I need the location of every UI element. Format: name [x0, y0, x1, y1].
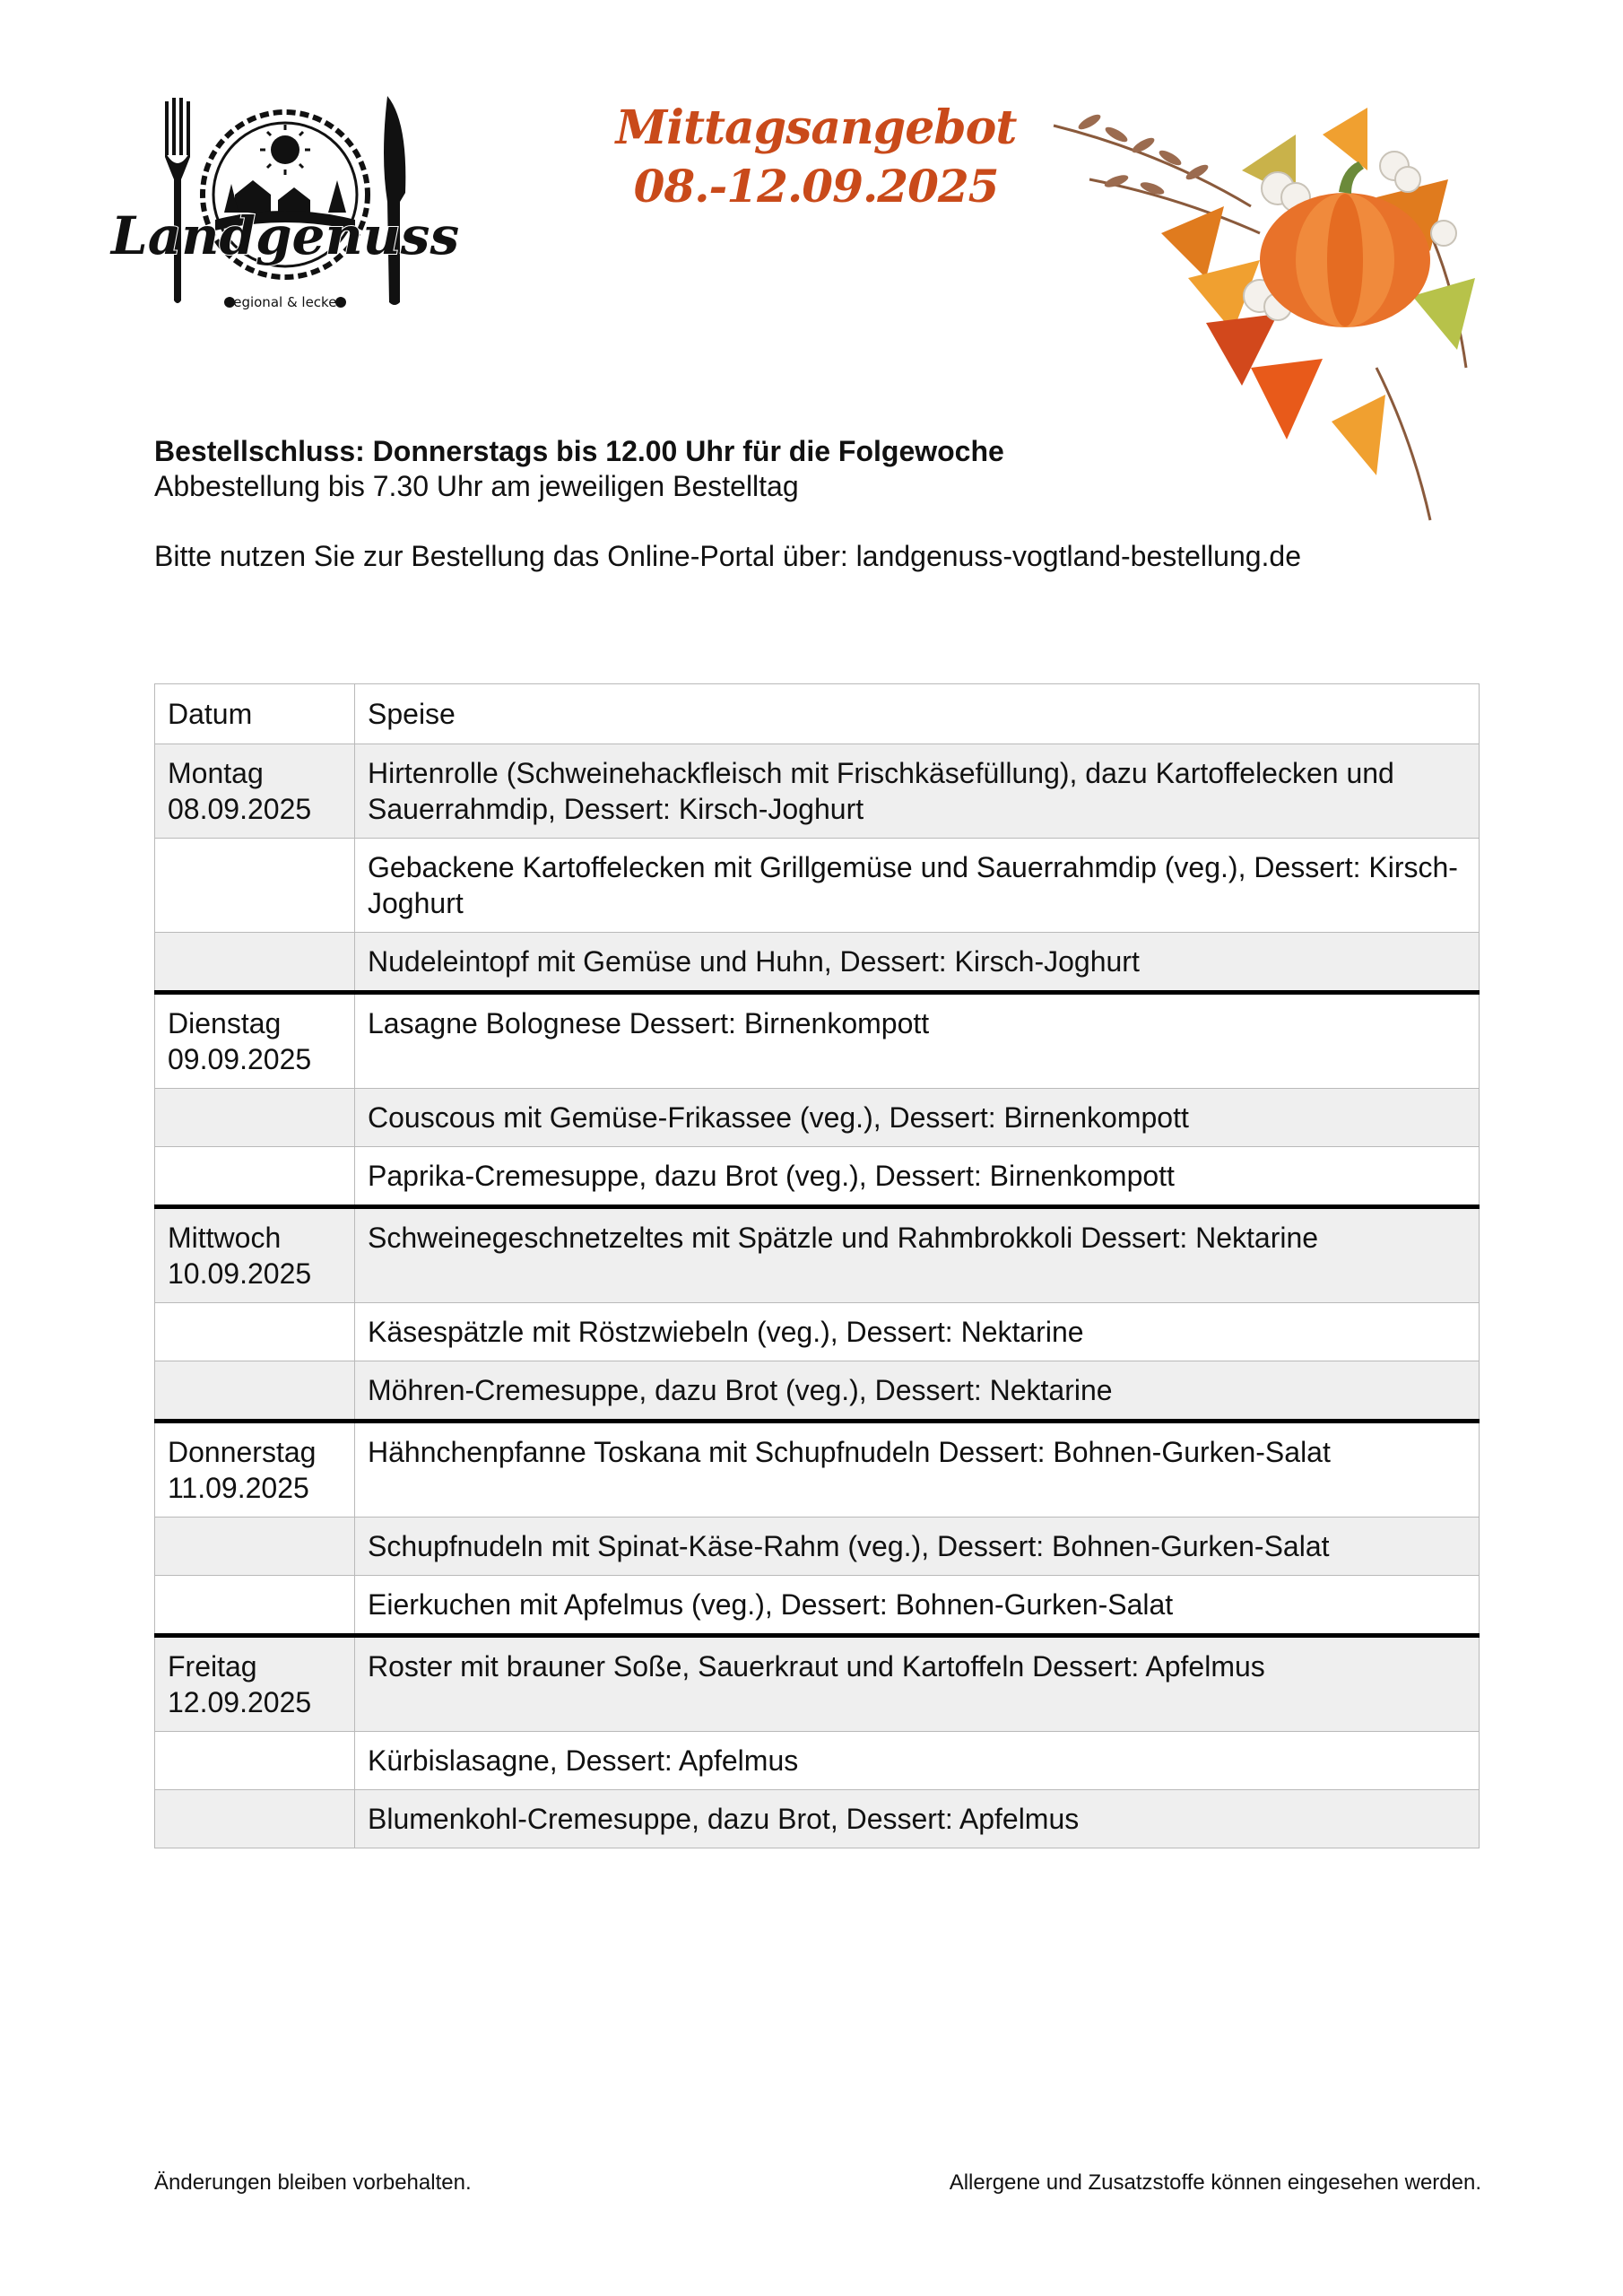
empty-day-cell	[155, 1361, 355, 1422]
day-name: Mittwoch	[168, 1222, 282, 1254]
day-date: 12.09.2025	[168, 1686, 312, 1718]
dish-cell: Käsespätzle mit Röstzwiebeln (veg.), Dessert: Nektarine	[355, 1303, 1480, 1361]
dish-cell: Lasagne Bolognese Dessert: Birnenkompott	[355, 993, 1480, 1089]
day-date: 10.09.2025	[168, 1257, 312, 1290]
table-row	[155, 1089, 1480, 1147]
table-row	[155, 993, 1480, 1089]
cancellation-note: Abbestellung bis 7.30 Uhr am jeweiligen Bestelltag	[154, 470, 799, 502]
dish-cell: Paprika-Cremesuppe, dazu Brot (veg.), Dessert: Birnenkompott	[355, 1147, 1480, 1207]
knife-icon	[384, 96, 405, 305]
column-header-date: Datum	[155, 684, 355, 744]
table-row	[155, 1636, 1480, 1732]
order-deadline: Bestellschluss: Donnerstags bis 12.00 Uhr für die Folgewoche	[154, 435, 1004, 467]
day-cell	[155, 993, 355, 1089]
empty-day-cell	[155, 1147, 355, 1207]
portal-note: Bitte nutzen Sie zur Bestellung das Online-Portal über: landgenuss-vogtland-bestellung.de	[154, 540, 1302, 572]
dish-cell: Kürbislasagne, Dessert: Apfelmus	[355, 1732, 1480, 1790]
day-cell	[155, 1636, 355, 1732]
table-row	[155, 744, 1480, 839]
day-name: Donnerstag	[168, 1436, 317, 1468]
empty-day-cell	[155, 1790, 355, 1848]
dish-cell: Hähnchenpfanne Toskana mit Schupfnudeln Dessert: Bohnen-Gurken-Salat	[355, 1422, 1480, 1518]
table-row	[155, 839, 1480, 933]
landgenuss-logo	[110, 94, 460, 318]
dish-cell: Nudeleintopf mit Gemüse und Huhn, Dessert: Kirsch-Joghurt	[355, 933, 1480, 993]
empty-day-cell	[155, 839, 355, 933]
logo-wordmark: Landgenuss	[110, 205, 460, 266]
dish-cell: Eierkuchen mit Apfelmus (veg.), Dessert: Bohnen-Gurken-Salat	[355, 1576, 1480, 1636]
empty-day-cell	[155, 1089, 355, 1147]
dish-cell: Couscous mit Gemüse-Frikassee (veg.), Dessert: Birnenkompott	[355, 1089, 1480, 1147]
dish-cell: Schupfnudeln mit Spinat-Käse-Rahm (veg.), Dessert: Bohnen-Gurken-Salat	[355, 1518, 1480, 1576]
day-cell	[155, 744, 355, 839]
footer-changes-note: Änderungen bleiben vorbehalten.	[154, 2170, 472, 2195]
dish-cell: Roster mit brauner Soße, Sauerkraut und Kartoffeln Dessert: Apfelmus	[355, 1636, 1480, 1732]
day-cell	[155, 1422, 355, 1518]
dish-cell: Möhren-Cremesuppe, dazu Brot (veg.), Dessert: Nektarine	[355, 1361, 1480, 1422]
date-range: 08.-12.09.2025	[633, 160, 999, 213]
dish-cell: Gebackene Kartoffelecken mit Grillgemüse und Sauerrahmdip (veg.), Dessert: Kirsch-Joghurt	[355, 839, 1480, 933]
dish-cell: Schweinegeschnetzeltes mit Spätzle und Rahmbrokkoli Dessert: Nektarine	[355, 1207, 1480, 1303]
autumn-pumpkin-decoration	[1054, 99, 1520, 529]
table-row	[155, 1576, 1480, 1636]
logo-tagline: regional & lecker	[228, 294, 343, 310]
dish-cell: Blumenkohl-Cremesuppe, dazu Brot, Dessert: Apfelmus	[355, 1790, 1480, 1848]
table-row	[155, 1422, 1480, 1518]
empty-day-cell	[155, 1518, 355, 1576]
table-row	[155, 1207, 1480, 1303]
table-row	[155, 1147, 1480, 1207]
day-date: 09.09.2025	[168, 1043, 312, 1075]
empty-day-cell	[155, 1732, 355, 1790]
table-row	[155, 1303, 1480, 1361]
empty-day-cell	[155, 933, 355, 993]
table-row	[155, 1790, 1480, 1848]
menu-table	[154, 683, 1480, 1848]
table-row	[155, 1361, 1480, 1422]
day-name: Montag	[168, 757, 264, 789]
table-row	[155, 1518, 1480, 1576]
day-date: 08.09.2025	[168, 793, 312, 825]
day-cell	[155, 1207, 355, 1303]
day-date: 11.09.2025	[168, 1472, 309, 1504]
table-row	[155, 933, 1480, 993]
table-row	[155, 1732, 1480, 1790]
day-name: Freitag	[168, 1650, 257, 1683]
column-header-dish: Speise	[355, 684, 1480, 744]
table-header-row	[155, 684, 1480, 744]
fork-icon	[165, 98, 190, 303]
dish-cell: Hirtenrolle (Schweinehackfleisch mit Frischkäsefüllung), dazu Kartoffelecken und Sauerrahmdip, Dessert: Kirsch-Joghurt	[355, 744, 1480, 839]
empty-day-cell	[155, 1576, 355, 1636]
day-name: Dienstag	[168, 1007, 282, 1039]
empty-day-cell	[155, 1303, 355, 1361]
footer-allergens-note: Allergene und Zusatzstoffe können eingesehen werden.	[949, 2170, 1481, 2195]
page-title: Mittagsangebot	[615, 100, 1017, 155]
